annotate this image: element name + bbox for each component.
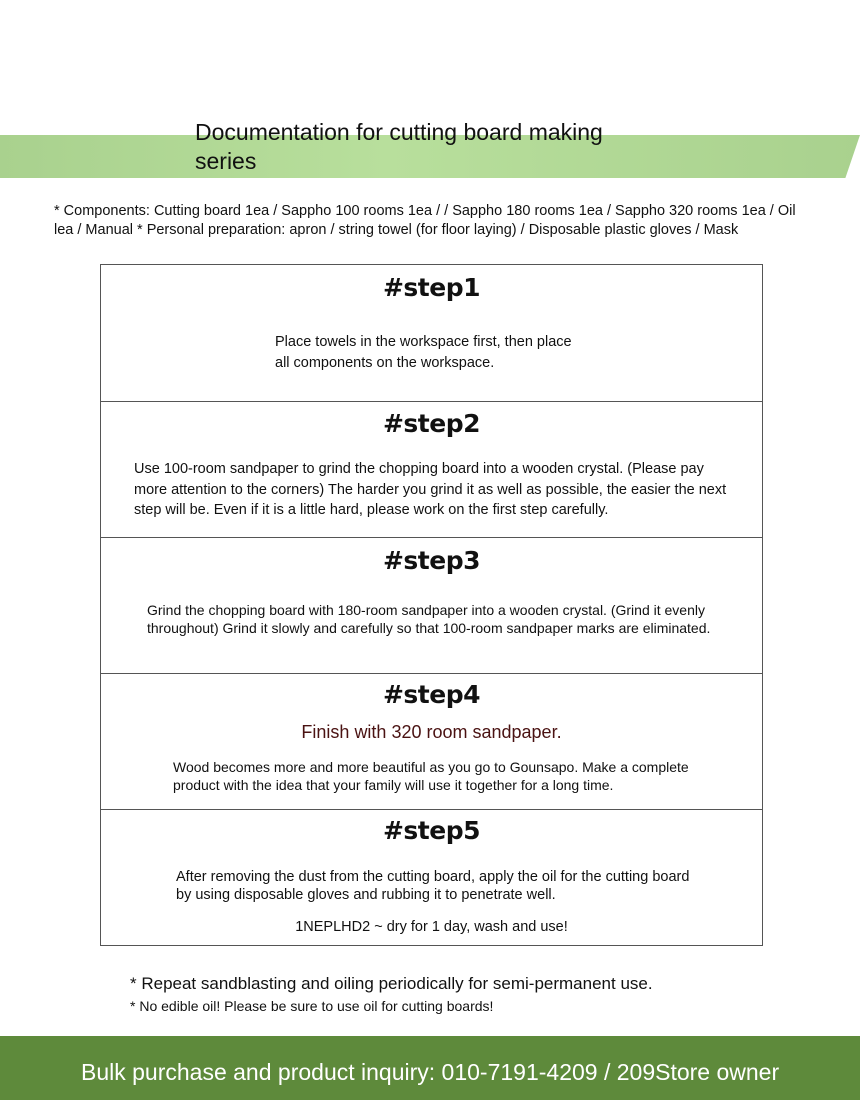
components-list: * Components: Cutting board 1ea / Sappho 100 rooms 1ea / / Sappho 180 rooms 1ea / Sappho 320 rooms 1ea / Oil lea / Manual * Personal preparation: apron / string towel (for floor laying) / Disposable plastic gloves / Mask [54, 203, 796, 238]
step-3 [101, 537, 762, 674]
footer-bar [0, 1036, 860, 1100]
footer-contact: Bulk purchase and product inquiry: 010-7191-4209 / 209Store owner [81, 1059, 780, 1085]
steps-table [100, 264, 763, 946]
step-5-heading: #step5 [382, 816, 481, 845]
step-4 [101, 673, 762, 810]
step-5 [101, 809, 762, 946]
step-1-heading: #step1 [382, 273, 481, 302]
step-2-heading: #step2 [382, 409, 481, 438]
step-4-subheading: Finish with 320 room sandpaper. [301, 722, 562, 742]
step-4-text: Wood becomes more and more beautiful as you go to Gounsapo. Make a complete product with the idea that your family will use it together for a long time. [173, 759, 689, 793]
page-title: Documentation for cutting board making series [195, 119, 603, 174]
step-4-heading: #step4 [382, 680, 481, 709]
step-1-text: Place towels in the workspace first, then place all components on the workspace. [275, 334, 572, 371]
step-1 [101, 265, 762, 401]
step-5-text: After removing the dust from the cutting board, apply the oil for the cutting board by using disposable gloves and rubbing it to penetrate well. [176, 869, 690, 903]
note-oil-warning: * No edible oil! Please be sure to use oil for cutting boards! [130, 998, 494, 1014]
notes [130, 973, 770, 1016]
step-2 [101, 401, 762, 538]
step-5-extra: 1NEPLHD2 ~ dry for 1 day, wash and use! [295, 919, 568, 935]
note-repeat: * Repeat sandblasting and oiling periodically for semi-permanent use. [130, 974, 653, 993]
step-3-text: Grind the chopping board with 180-room sandpaper into a wooden crystal. (Grind it evenly throughout) Grind it slowly and carefully so that 100-room sandpaper marks are eliminated. [147, 602, 711, 636]
step-2-text: Use 100-room sandpaper to grind the chopping board into a wooden crystal. (Please pay more attention to the corners) The harder you grind it as well as possible, the easier the next step will be. Even if it is a little hard, please work on the first step carefully. [134, 461, 727, 518]
step-3-heading: #step3 [382, 546, 481, 575]
